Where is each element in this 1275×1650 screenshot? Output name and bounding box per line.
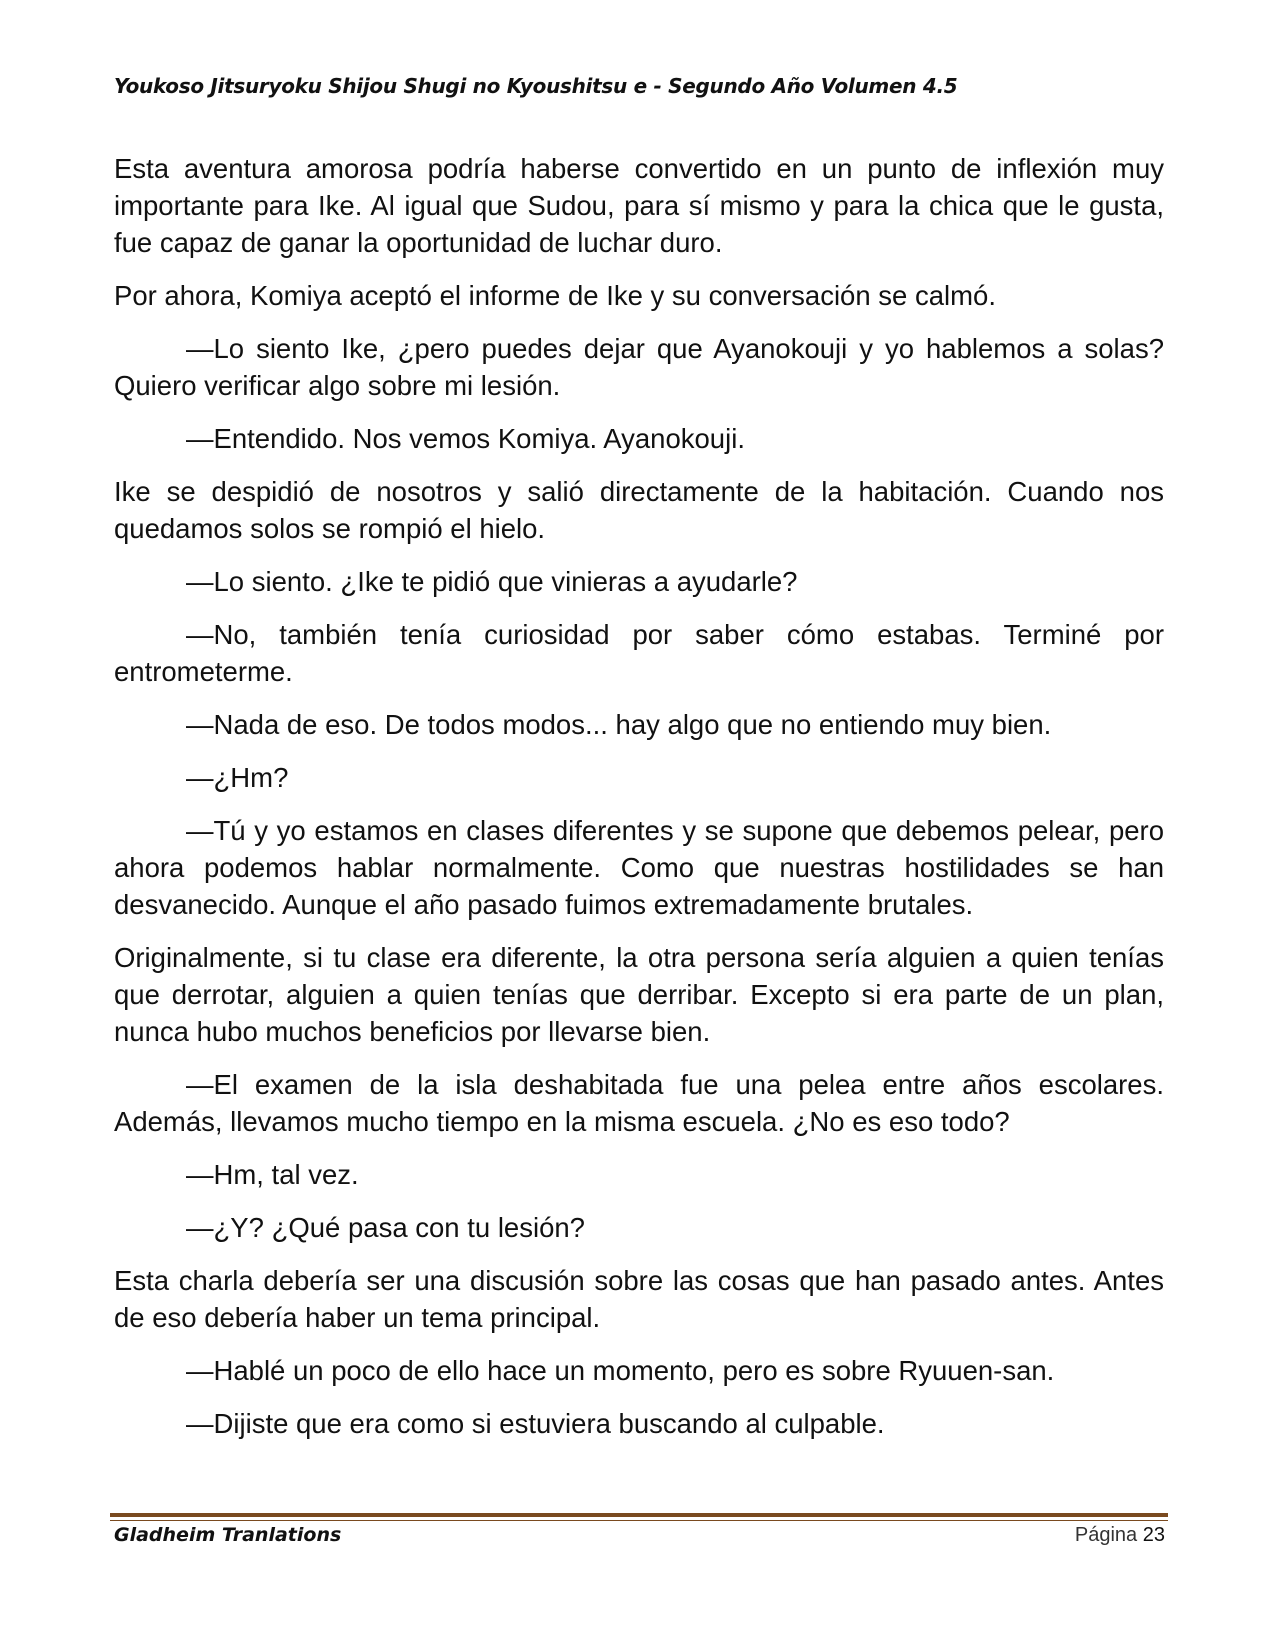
paragraph: Esta aventura amorosa podría haberse convertido en un punto de inflexión muy importante para Ike. Al igual que Sudou, para sí mismo y para la chica que le gusta, fue capaz de ganar la oportunidad de luchar duro. — [114, 153, 1164, 258]
running-header: Youkoso Jitsuryoku Shijou Shugi no Kyoushitsu e - Segundo Año Volumen 4.5 — [114, 74, 958, 98]
dialog-line: —Hm, tal vez. — [186, 1159, 359, 1190]
dialog-line: —Nada de eso. De todos modos... hay algo que no entiendo muy bien. — [186, 709, 1052, 740]
paragraph: Ike se despidió de nosotros y salió directamente de la habitación. Cuando nos quedamos solos se rompió el hielo. — [114, 476, 1164, 544]
page-number — [1075, 1524, 1165, 1547]
body-text — [114, 150, 1164, 1458]
dialog-line: —Hablé un poco de ello hace un momento, pero es sobre Ryuuen-san. — [186, 1355, 1055, 1386]
dialog-line: —Dijiste que era como si estuviera buscando al culpable. — [186, 1408, 885, 1439]
dialog-line: —Tú y yo estamos en clases diferentes y se supone que debemos pelear, pero ahora podemos hablar normalmente. Como que nuestras hostilidades se han desvanecido. Aunque el año pasado fuimos extremadamente brutales. — [114, 815, 1164, 920]
paragraph: Originalmente, si tu clase era diferente, la otra persona sería alguien a quien tenías que derrotar, alguien a quien tenías que derribar. Excepto si era parte de un plan, nunca hubo muchos beneficios por llevarse bien. — [114, 942, 1164, 1047]
footer-group-name: Gladheim Tranlations — [114, 1524, 342, 1546]
paragraph: Esta charla debería ser una discusión sobre las cosas que han pasado antes. Antes de eso debería haber un tema principal. — [114, 1265, 1164, 1333]
dialog-line: —Entendido. Nos vemos Komiya. Ayanokouji. — [186, 423, 745, 454]
dialog-line: —El examen de la isla deshabitada fue una pelea entre años escolares. Además, llevamos mucho tiempo en la misma escuela. ¿No es eso todo? — [114, 1069, 1164, 1137]
dialog-line: —Lo siento. ¿Ike te pidió que vinieras a ayudarle? — [186, 566, 798, 597]
page-number-value: 23 — [1142, 1524, 1165, 1546]
footer-divider-thin — [110, 1520, 1168, 1521]
paragraph: Por ahora, Komiya aceptó el informe de Ike y su conversación se calmó. — [114, 280, 996, 311]
dialog-line: —¿Y? ¿Qué pasa con tu lesión? — [186, 1212, 585, 1243]
dialog-line: —No, también tenía curiosidad por saber cómo estabas. Terminé por entrometerme. — [114, 619, 1164, 687]
dialog-line: —¿Hm? — [186, 762, 289, 793]
page-label: Página — [1074, 1524, 1138, 1546]
footer-divider-thick — [110, 1513, 1168, 1517]
dialog-line: —Lo siento Ike, ¿pero puedes dejar que Ayanokouji y yo hablemos a solas? Quiero verificar algo sobre mi lesión. — [114, 333, 1164, 401]
